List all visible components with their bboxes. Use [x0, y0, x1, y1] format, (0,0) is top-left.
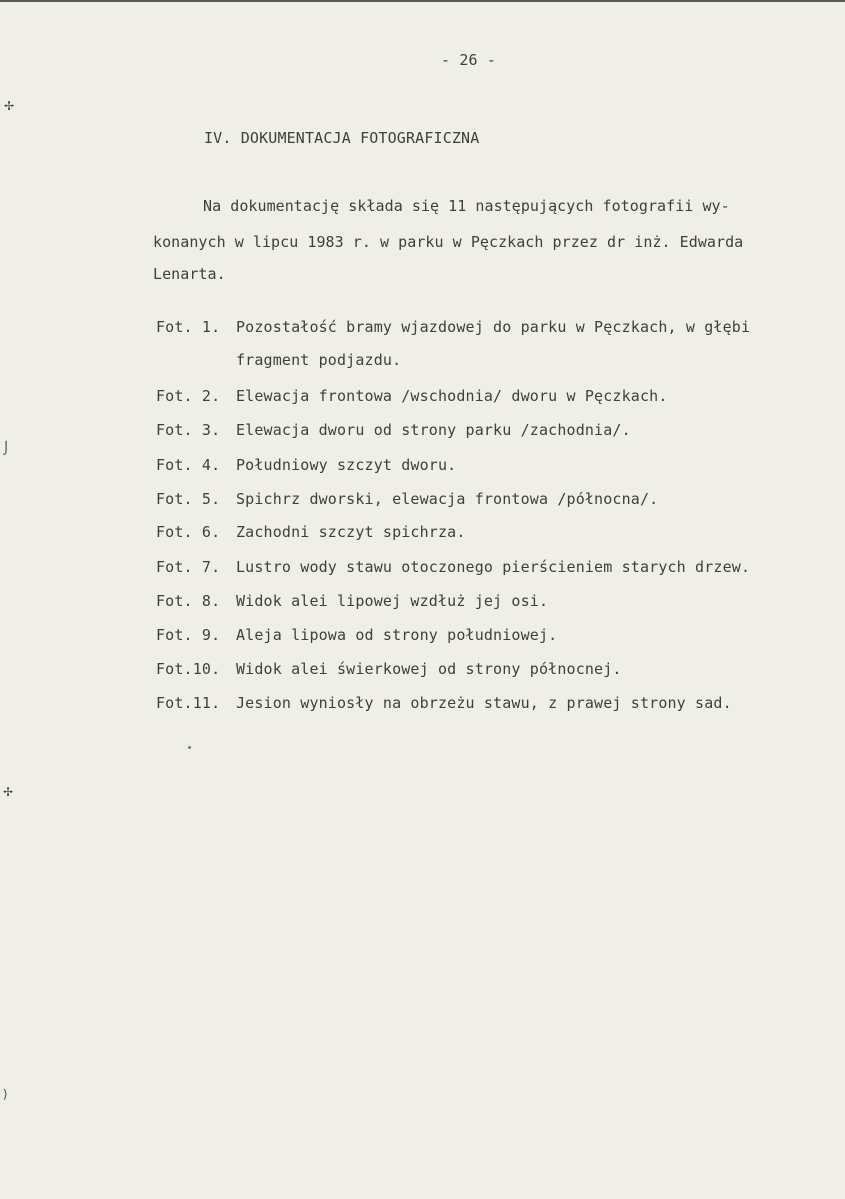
intro-line-3: Lenarta. — [153, 265, 226, 283]
photo-label-2: Fot. 2. — [156, 387, 221, 405]
section-heading: IV. DOKUMENTACJA FOTOGRAFICZNA — [204, 129, 480, 147]
photo-label-5: Fot. 5. — [156, 490, 221, 508]
photo-label-7: Fot. 7. — [156, 558, 221, 576]
intro-line-2: konanych w lipcu 1983 r. w parku w Pęczkach przez dr inż. Edwarda — [153, 233, 744, 251]
photo-description-4: Południowy szczyt dworu. — [236, 456, 457, 474]
intro-line-1: Na dokumentację składa się 11 następujących fotografii wy- — [203, 197, 730, 215]
photo-label-3: Fot. 3. — [156, 421, 221, 439]
margin-mark-icon: ✢ — [4, 99, 15, 113]
photo-label-9: Fot. 9. — [156, 626, 221, 644]
photo-description-11: Jesion wyniosły na obrzeżu stawu, z prawej strony sad. — [236, 694, 732, 712]
photo-label-4: Fot. 4. — [156, 456, 221, 474]
photo-label-6: Fot. 6. — [156, 523, 221, 541]
margin-mark-icon: ⟩ — [3, 1087, 8, 1101]
margin-mark-icon: ✢ — [3, 785, 14, 799]
photo-description-6: Zachodni szczyt spichrza. — [236, 523, 466, 541]
margin-dot-icon — [188, 746, 191, 749]
photo-label-8: Fot. 8. — [156, 592, 221, 610]
photo-description-8: Widok alei lipowej wzdłuż jej osi. — [236, 592, 549, 610]
photo-description-10: Widok alei świerkowej od strony północnej. — [236, 660, 622, 678]
margin-mark-icon: ⌡ — [3, 441, 10, 455]
photo-label-1: Fot. 1. — [156, 318, 221, 336]
photo-description-2: Elewacja frontowa /wschodnia/ dworu w Pęczkach. — [236, 387, 668, 405]
photo-description-5: Spichrz dworski, elewacja frontowa /północna/. — [236, 490, 659, 508]
photo-description-1-line-1: Pozostałość bramy wjazdowej do parku w Pęczkach, w głębi — [236, 318, 751, 336]
photo-description-1-line-2: fragment podjazdu. — [236, 351, 402, 369]
photo-description-9: Aleja lipowa od strony południowej. — [236, 626, 558, 644]
photo-label-10: Fot.10. — [156, 660, 221, 678]
photo-description-7: Lustro wody stawu otoczonego pierścieniem starych drzew. — [236, 558, 751, 576]
photo-description-3: Elewacja dworu od strony parku /zachodnia/. — [236, 421, 631, 439]
page-number: - 26 - — [441, 51, 497, 69]
photo-label-11: Fot.11. — [156, 694, 221, 712]
